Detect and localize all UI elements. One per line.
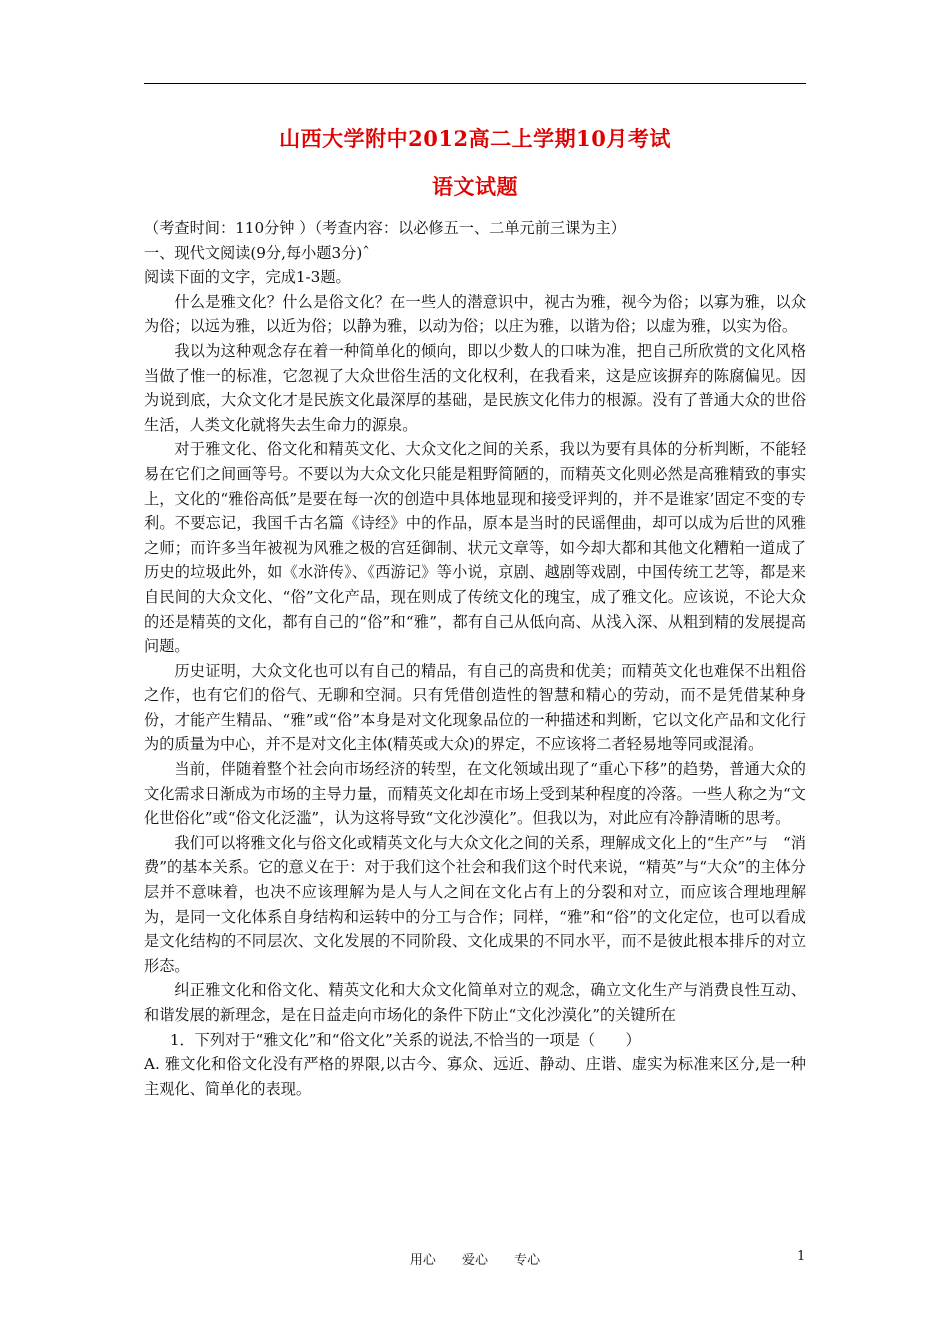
header-rule: [144, 83, 806, 84]
paragraph: 对于雅文化、俗文化和精英文化、大众文化之间的关系，我以为要有具体的分析判断，不能轻易在它们之间画等号。不要以为大众文化只能是粗野简陋的，而精英文化则必然是高雅精致的事实上，文化的“雅俗高低”是要在每一次的创造中具体地显现和接受评判的，并不是谁家’固定不变的专利。不要忘记，我国千古名篇《诗经》中的作品，原本是当时的民谣俚曲，却可以成为后世的风雅之师；而许多当年被视为风雅之极的宫廷御制、状元文章等，如今却大都和其他文化糟粕一道成了历史的垃圾此外，如《水浒传》、《西游记》等小说，京剧、越剧等戏剧，中国传统工艺等，都是来自民间的大众文化、“俗”文化产品，现在则成了传统文化的瑰宝，成了雅文化。应该说，不论大众的还是精英的文化，都有自己的“俗”和“雅”，都有自己从低向高、从浅入深、从粗到精的发展提高问题。: [144, 440, 806, 656]
paragraph: 我们可以将雅文化与俗文化或精英文化与大众文化之间的关系，理解成文化上的“生产”与 “消费”的基本关系。它的意义在于：对于我们这个社会和我们这个时代来说，“精英”与“大众”的主体分层并不意味着，也决不应该理解为是人与人之间在文化占有上的分裂和对立，而应该合理地理解为，是同一文化体系自身结构和运转中的分工与合作；同样，“雅”和“俗”的文化定位，也可以看成是文化结构的不同层次、文化发展的不同阶段、文化成果的不同水平，而不是彼此根本排斥的对立形态。: [144, 833, 806, 975]
document-body: [144, 216, 806, 1101]
paragraph: 纠正雅文化和俗文化、精英文化和大众文化简单对立的观念，确立文化生产与消费良性互动、和谐发展的新理念，是在日益走向市场化的条件下防止“文化沙漠化”的关键所在: [144, 981, 806, 1024]
paragraph: 当前，伴随着整个社会向市场经济的转型，在文化领域出现了“重心下移”的趋势，普通大众的文化需求日渐成为市场的主导力量，而精英文化却在市场上受到某种程度的冷落。一些人称之为“文化世俗化”或“俗文化泛滥”，认为这将导致“文化沙漠化”。但我以为，对此应有冷静清晰的思考。: [144, 760, 806, 828]
paragraph: 什么是雅文化？什么是俗文化？在一些人的潜意识中，视古为雅，视今为俗；以寡为雅，以众为俗；以远为雅，以近为俗；以静为雅，以动为俗；以庄为雅，以谐为俗；以虚为雅，以实为俗。: [144, 292, 806, 336]
reading-instruction: 阅读下面的文字，完成1-3题。: [144, 268, 351, 287]
question-1: 1．下列对于“雅文化”和“俗文化”关系的说法,不恰当的一项是（ ）: [169, 1030, 641, 1049]
paragraph: 历史证明，大众文化也可以有自己的精品，有自己的高贵和优美；而精英文化也难保不出粗俗之作，也有它们的俗气、无聊和空洞。只有凭借创造性的智慧和精心的劳动，而不是凭借某种身份，才能产生精品、“雅”或“俗”本身是对文化现象品位的一种描述和判断，它以文化产品和文化行为的质量为中心，并不是对文化主体(精英或大众)的界定，不应该将二者轻易地等同或混淆。: [144, 661, 806, 754]
question-1-option-a: A. 雅文化和俗文化没有严格的界限,以古今、寡众、远近、静动、庄谐、虚实为标准来区分,是一种主观化、简单化的表现。: [144, 1055, 806, 1098]
footer-motto: 用心 爱心 专心: [409, 1253, 541, 1268]
page-number: 1: [797, 1249, 806, 1264]
exam-subtitle: 语文试题: [432, 174, 518, 199]
exam-title: 山西大学附中2012高二上学期10月考试: [279, 126, 671, 151]
exam-info: （考查时间：110分钟 ）（考查内容：以必修五一、二单元前三课为主）: [144, 219, 626, 237]
paragraph: 我以为这种观念存在着一种简单化的倾向，即以少数人的口味为准，把自己所欣赏的文化风格当做了惟一的标准，它忽视了大众世俗生活的文化权利，在我看来，这是应该摒弃的陈腐偏见。因为说到底，大众文化才是民族文化最深厚的基础，是民族文化伟力的根源。没有了普通大众的世俗生活，人类文化就将失去生命力的源泉。: [144, 341, 806, 434]
section-heading: 一、现代文阅读(9分,每小题3分)ˆ: [144, 243, 370, 262]
